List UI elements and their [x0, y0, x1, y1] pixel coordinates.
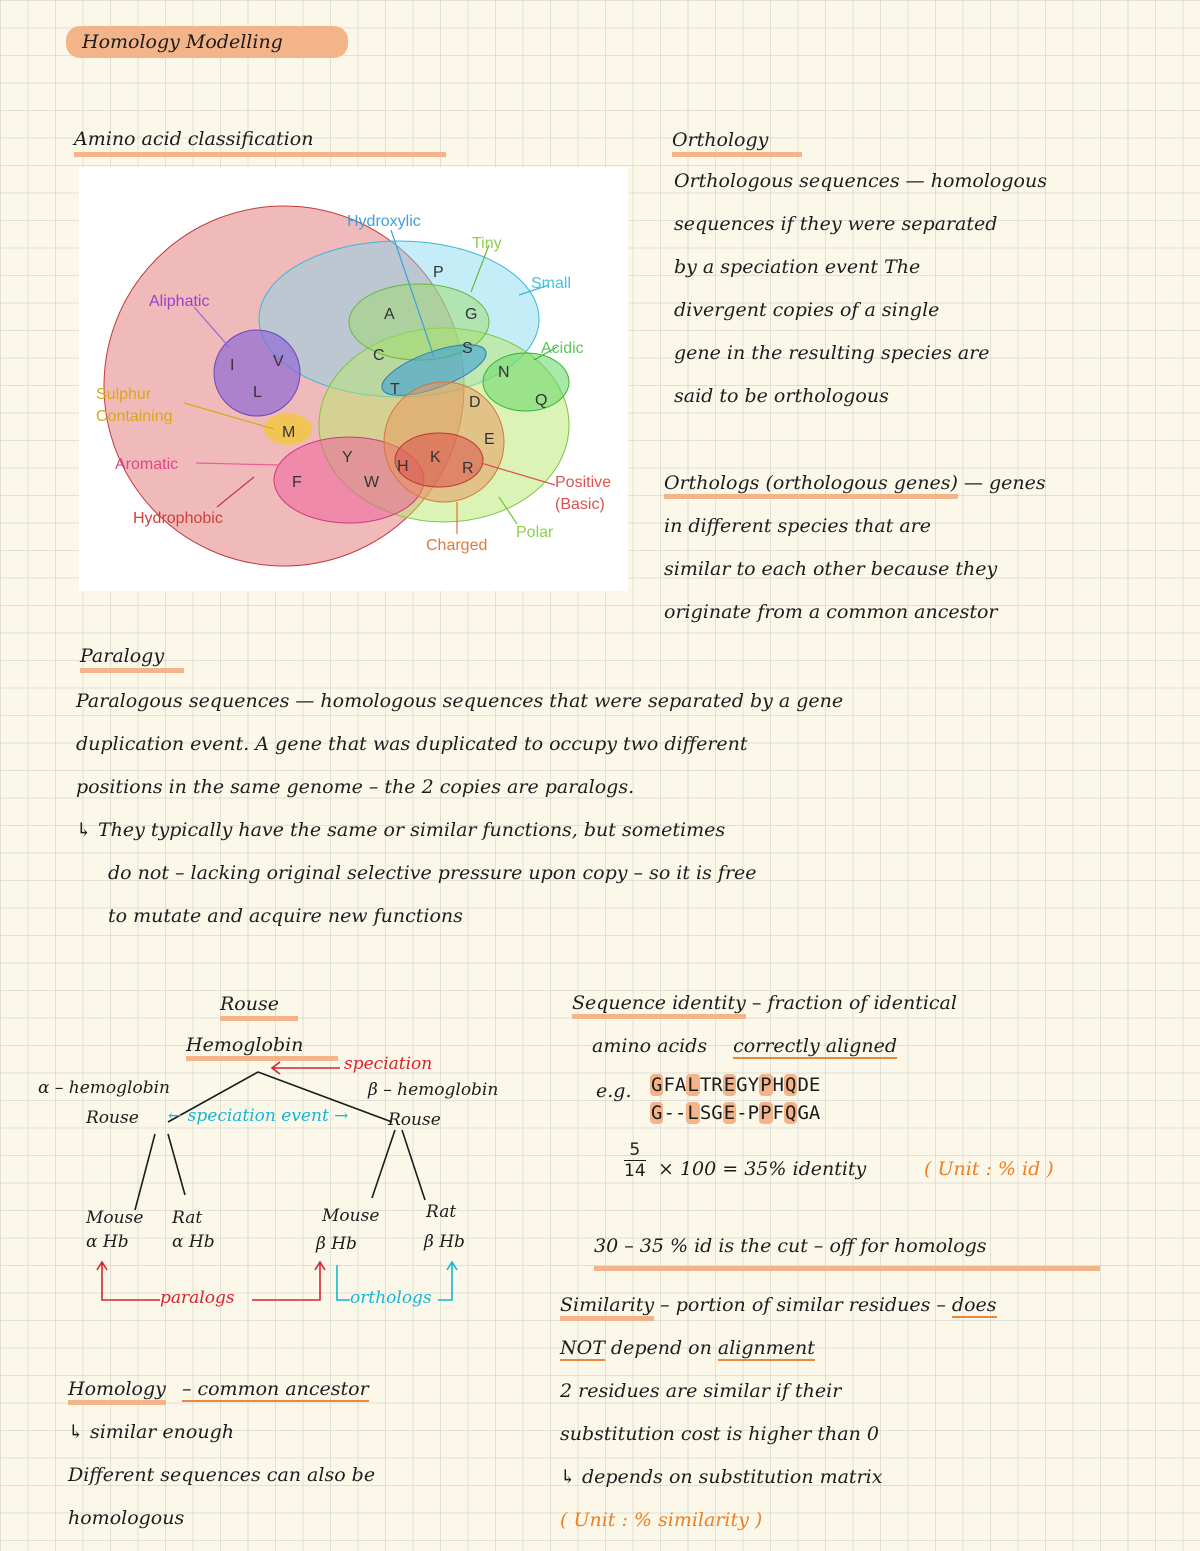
residue: E — [723, 1102, 736, 1124]
residue: P — [747, 1102, 760, 1124]
residue: E — [723, 1074, 736, 1096]
residue: Q — [784, 1074, 797, 1096]
paralogy-line: positions in the same genome – the 2 copies are paralogs. — [76, 776, 635, 798]
residue: G — [711, 1102, 723, 1124]
orthology-line: sequences if they were separated — [674, 213, 998, 235]
residue: - — [663, 1102, 675, 1124]
similarity-line — [560, 1284, 1180, 1327]
leaf-mouse-alpha-2: α Hb — [86, 1232, 129, 1252]
residue: P — [760, 1102, 772, 1124]
alpha-rouse: Rouse — [86, 1108, 139, 1128]
label-acidic: Acidic — [541, 340, 584, 357]
homology-rest: – common ancestor — [181, 1378, 369, 1400]
letter-W: W — [364, 474, 380, 491]
identity-block — [572, 982, 1172, 1068]
letter-K: K — [430, 449, 441, 466]
paralogy-line: duplication event. A gene that was duplicated to occupy two different — [76, 733, 748, 755]
identity-line — [572, 1025, 1172, 1068]
label-positive-1: Positive — [555, 474, 612, 491]
leaf-rat-alpha-1: Rat — [172, 1208, 203, 1228]
beta-rouse: Rouse — [388, 1110, 441, 1130]
letter-C: C — [373, 347, 385, 364]
tree-root: Hemoglobin — [186, 1034, 338, 1061]
orthologs-label: orthologs — [350, 1288, 432, 1308]
letter-H: H — [397, 458, 409, 475]
similarity-block — [560, 1284, 1180, 1542]
similarity-not: NOT — [560, 1337, 605, 1359]
identity-amino: amino acids — [592, 1035, 708, 1057]
seq1 — [650, 1074, 820, 1096]
letter-D: D — [469, 394, 481, 411]
aliphatic-set — [214, 330, 300, 416]
leaf-mouse-beta-2: β Hb — [316, 1234, 357, 1254]
paralogy-line: Paralogous sequences — homologous sequences that were separated by a gene — [76, 690, 844, 712]
orthologs-line — [664, 462, 1184, 505]
letter-F: F — [292, 474, 302, 491]
orthologs-line: in different species that are — [664, 515, 931, 537]
letter-G: G — [465, 306, 478, 323]
residue: Y — [747, 1074, 760, 1096]
letter-N: N — [498, 364, 510, 381]
orthologs-definition — [664, 462, 1184, 634]
orthology-block — [674, 160, 1144, 418]
speciation-label: speciation — [344, 1054, 433, 1074]
label-polar: Polar — [516, 524, 554, 541]
orthology-line: said to be orthologous — [674, 385, 889, 407]
homology-line — [68, 1368, 538, 1411]
residue: R — [711, 1074, 723, 1096]
leaf-rat-beta-2: β Hb — [424, 1232, 465, 1252]
paralogs-label: paralogs — [160, 1288, 235, 1308]
label-hydroxylic: Hydroxylic — [347, 213, 421, 230]
homology-block — [68, 1368, 538, 1540]
residue: - — [674, 1102, 687, 1124]
identity-line — [572, 982, 1172, 1025]
letter-M: M — [282, 424, 296, 441]
residue: Q — [784, 1102, 797, 1124]
residue: T — [699, 1074, 712, 1096]
homology-line: homologous — [68, 1507, 185, 1529]
identity-fraction — [624, 1140, 646, 1181]
homology-line: Different sequences can also be — [68, 1464, 376, 1486]
amino-heading: Amino acid classification — [74, 126, 446, 157]
label-hydrophobic: Hydrophobic — [133, 510, 223, 527]
page-title-text: Homology Modelling — [82, 31, 283, 53]
paralogy-line: ↳ They typically have the same or similar functions, but sometimes — [76, 819, 726, 841]
residue: A — [808, 1102, 821, 1124]
similarity-term: Similarity — [560, 1294, 654, 1321]
label-positive-2: (Basic) — [555, 496, 605, 513]
letter-L: L — [253, 384, 262, 401]
venn-svg — [79, 167, 628, 591]
letter-Q: Q — [535, 392, 548, 409]
label-charged: Charged — [426, 537, 488, 554]
homology-term: Homology — [68, 1378, 166, 1405]
orthologs-term: Orthologs (orthologous genes) — [664, 472, 958, 499]
eg-label: e.g. — [596, 1080, 632, 1102]
letter-T: T — [390, 381, 400, 398]
orthologs-line: similar to each other because they — [664, 558, 998, 580]
identity-term: Sequence identity — [572, 992, 746, 1019]
residue: A — [674, 1074, 687, 1096]
numerator: 5 — [624, 1140, 646, 1161]
letter-S: S — [462, 340, 473, 357]
leaf-rat-beta-1: Rat — [426, 1202, 457, 1222]
residue: L — [687, 1074, 699, 1096]
residue: F — [772, 1102, 784, 1124]
identity-unit: ( Unit : % id ) — [924, 1158, 1054, 1180]
residue: F — [663, 1074, 675, 1096]
orthology-line: gene in the resulting species are — [674, 342, 990, 364]
letter-I: I — [230, 357, 235, 374]
label-aliphatic: Aliphatic — [149, 293, 210, 310]
residue: G — [736, 1074, 748, 1096]
identity-formula: × 100 = 35% identity — [658, 1158, 867, 1180]
residue: S — [699, 1102, 712, 1124]
letter-R: R — [462, 460, 474, 477]
paralogy-heading: Paralogy — [80, 644, 184, 673]
similarity-alignment: alignment — [717, 1337, 815, 1359]
paralogy-line: do not – lacking original selective pressure upon copy – so it is free — [108, 862, 757, 884]
residue: E — [808, 1074, 821, 1096]
similarity-line: ↳ depends on substitution matrix — [560, 1466, 883, 1488]
paralogy-block — [76, 680, 1186, 938]
speciation-event: ← speciation event → — [168, 1106, 349, 1126]
letter-P: P — [433, 264, 444, 281]
label-aromatic: Aromatic — [115, 456, 179, 473]
identity-aligned: correctly aligned — [733, 1035, 898, 1057]
page-title — [66, 26, 348, 58]
orthology-line: divergent copies of a single — [674, 299, 940, 321]
tree-heading: Rouse — [220, 992, 298, 1021]
orthologs-rest: — genes — [957, 472, 1046, 494]
denominator: 14 — [624, 1161, 646, 1181]
homology-line: ↳ similar enough — [68, 1421, 234, 1443]
similarity-line: substitution cost is higher than 0 — [560, 1423, 879, 1445]
orthology-heading: Orthology — [672, 128, 802, 157]
residue: H — [772, 1074, 784, 1096]
residue: P — [760, 1074, 772, 1096]
beta-hemoglobin: β – hemoglobin — [368, 1080, 499, 1100]
cutoff-note: 30 – 35 % id is the cut – off for homologs — [594, 1226, 1100, 1271]
leaf-mouse-beta-1: Mouse — [322, 1206, 380, 1226]
label-small: Small — [531, 275, 572, 292]
leaf-mouse-alpha-1: Mouse — [86, 1208, 144, 1228]
residue: G — [797, 1102, 809, 1124]
residue: - — [736, 1102, 748, 1124]
similarity-depend: depend on — [604, 1337, 718, 1359]
orthology-line: by a speciation event The — [674, 256, 921, 278]
orthologs-line: originate from a common ancestor — [664, 601, 998, 623]
letter-V: V — [273, 353, 284, 370]
label-sulphur-1: Sulphur — [96, 386, 152, 403]
similarity-line — [560, 1327, 1180, 1370]
orthology-line: Orthologous sequences — homologous — [674, 170, 1047, 192]
residue: G — [651, 1102, 663, 1124]
acidic-set — [483, 353, 569, 411]
venn-diagram — [79, 167, 628, 591]
label-sulphur-2: Containing — [96, 408, 173, 425]
alpha-hemoglobin: α – hemoglobin — [38, 1078, 170, 1098]
letter-E: E — [484, 431, 495, 448]
similarity-line: 2 residues are similar if their — [560, 1380, 842, 1402]
similarity-rest: – portion of similar residues – — [660, 1294, 946, 1316]
residue: D — [797, 1074, 809, 1096]
similarity-unit: ( Unit : % similarity ) — [560, 1509, 763, 1531]
leaf-rat-alpha-2: α Hb — [172, 1232, 215, 1252]
letter-A: A — [384, 306, 395, 323]
residue: L — [687, 1102, 699, 1124]
similarity-does: does — [951, 1294, 997, 1316]
seq2 — [650, 1102, 820, 1124]
paralogy-line: to mutate and acquire new functions — [108, 905, 463, 927]
letter-Y: Y — [342, 449, 353, 466]
label-tiny: Tiny — [472, 235, 502, 252]
identity-rest: – fraction of identical — [751, 992, 957, 1014]
residue: G — [651, 1074, 663, 1096]
